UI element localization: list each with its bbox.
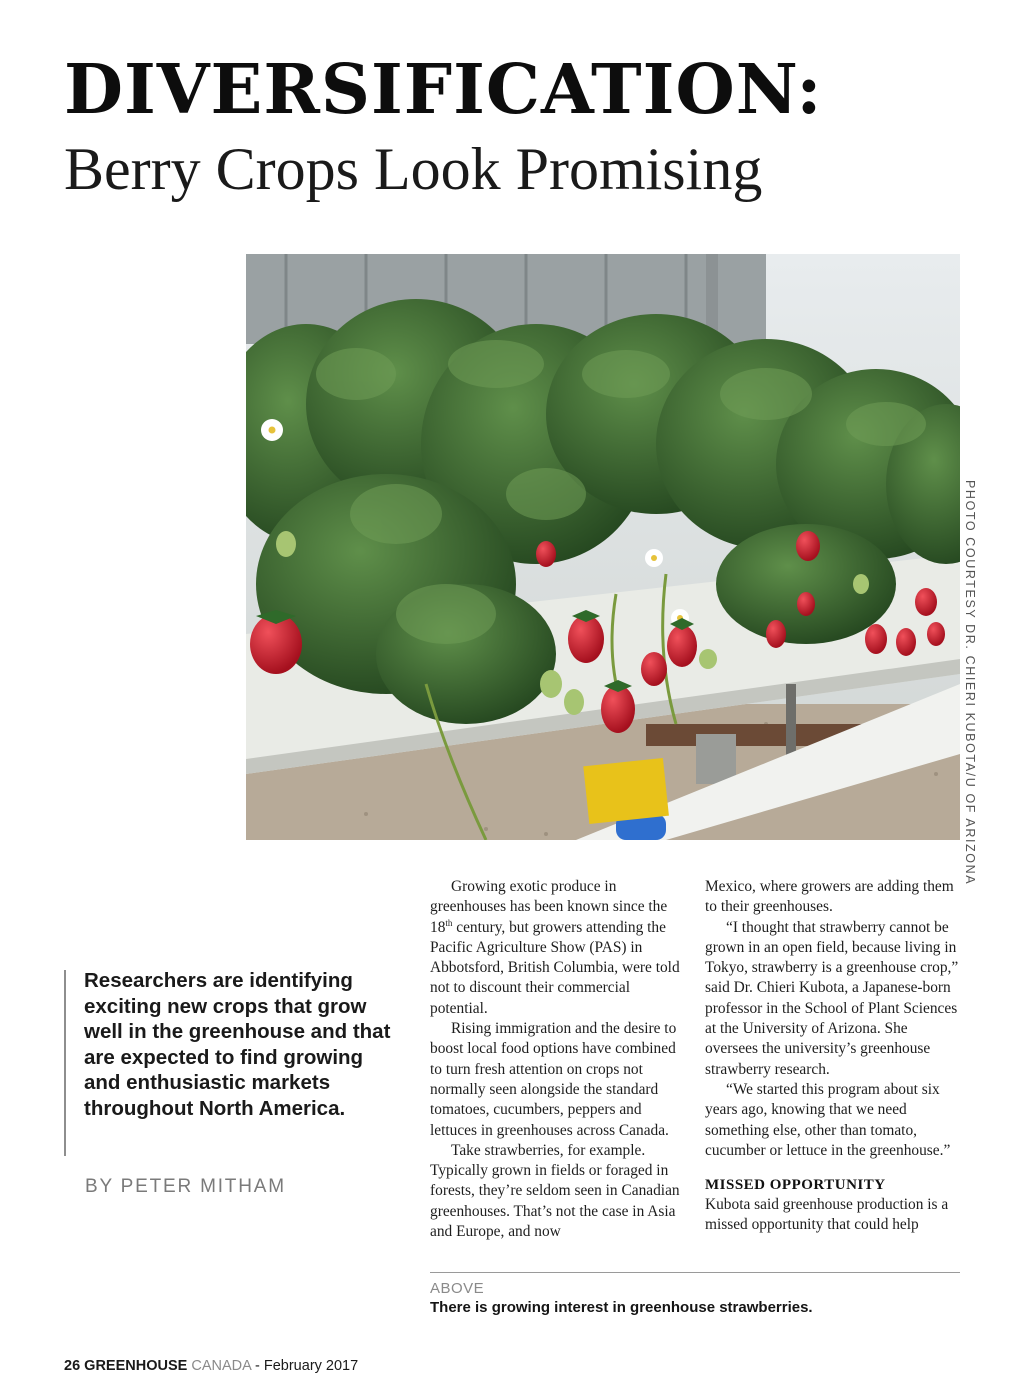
body-paragraph: Kubota said greenhouse production is a missed opportunity that could help [705, 1196, 949, 1234]
subheadline: Berry Crops Look Promising [64, 136, 763, 202]
body-paragraph: “We started this program about six years ago, knowing that we need something else, other than tomato, cucumber or lettuce in the greenhouse.” [705, 1080, 951, 1159]
photo-credit-text: PHOTO COURTESY DR. CHIERI KUBOTA/U OF ARIZONA [963, 480, 977, 886]
strawberry-greenhouse-photo [246, 254, 960, 840]
body-paragraph [430, 877, 688, 1019]
body-column-2 [705, 877, 963, 1236]
section-heading: MISSED OPPORTUNITY [705, 1177, 886, 1194]
deck-rule [64, 970, 66, 1156]
magazine-name-bold: GREENHOUSE [84, 1358, 188, 1374]
body-paragraph: Take strawberries, for example. Typically grown in fields or foraged in forests, they’re seldom seen in Canadian greenhouses. That’s not the case in Asia and Europe, and now [430, 1141, 680, 1241]
body-paragraph: Rising immigration and the desire to boost local food options have combined to turn fresh attention on crops not normally seen alongside the standard tomatoes, cucumbers, peppers and lettuces in greenhouses across Canada. [430, 1020, 677, 1139]
caption-label: ABOVE [430, 1280, 485, 1297]
caption-text: There is growing interest in greenhouse strawberries. [430, 1299, 813, 1316]
article-deck: Researchers are identifying exciting new crops that grow well in the greenhouse and that are expected to find growing and enthusiastic markets throughout North America. [84, 969, 391, 1120]
ordinal-suffix: th [445, 917, 453, 928]
body-paragraph: “I thought that strawberry cannot be grown in an open field, because living in Tokyo, strawberry is a greenhouse crop,” said Dr. Chieri Kubota, a Japanese-born professor in the School of Plant Sciences at the University of Arizona. She oversees the university’s greenhouse strawberry research. [705, 918, 959, 1078]
page-footer [64, 1358, 358, 1374]
headline: DIVERSIFICATION: [64, 50, 823, 130]
text-run: Growing exotic produce in greenhouses has been known since the 18 [430, 878, 668, 936]
byline: BY PETER MITHAM [85, 1176, 286, 1197]
text-run: century, but growers attending the Pacific Agriculture Show (PAS) in Abbotsford, British Columbia, were told not to discount their commercial potential. [430, 918, 680, 1017]
magazine-name-light: CANADA [191, 1358, 251, 1374]
caption-rule [430, 1272, 960, 1273]
body-column-1 [430, 877, 688, 1242]
body-paragraph: Mexico, where growers are adding them to their greenhouses. [705, 878, 954, 916]
photo-credit [957, 480, 985, 886]
issue-date: - February 2017 [255, 1358, 359, 1374]
page-number: 26 [64, 1358, 81, 1374]
